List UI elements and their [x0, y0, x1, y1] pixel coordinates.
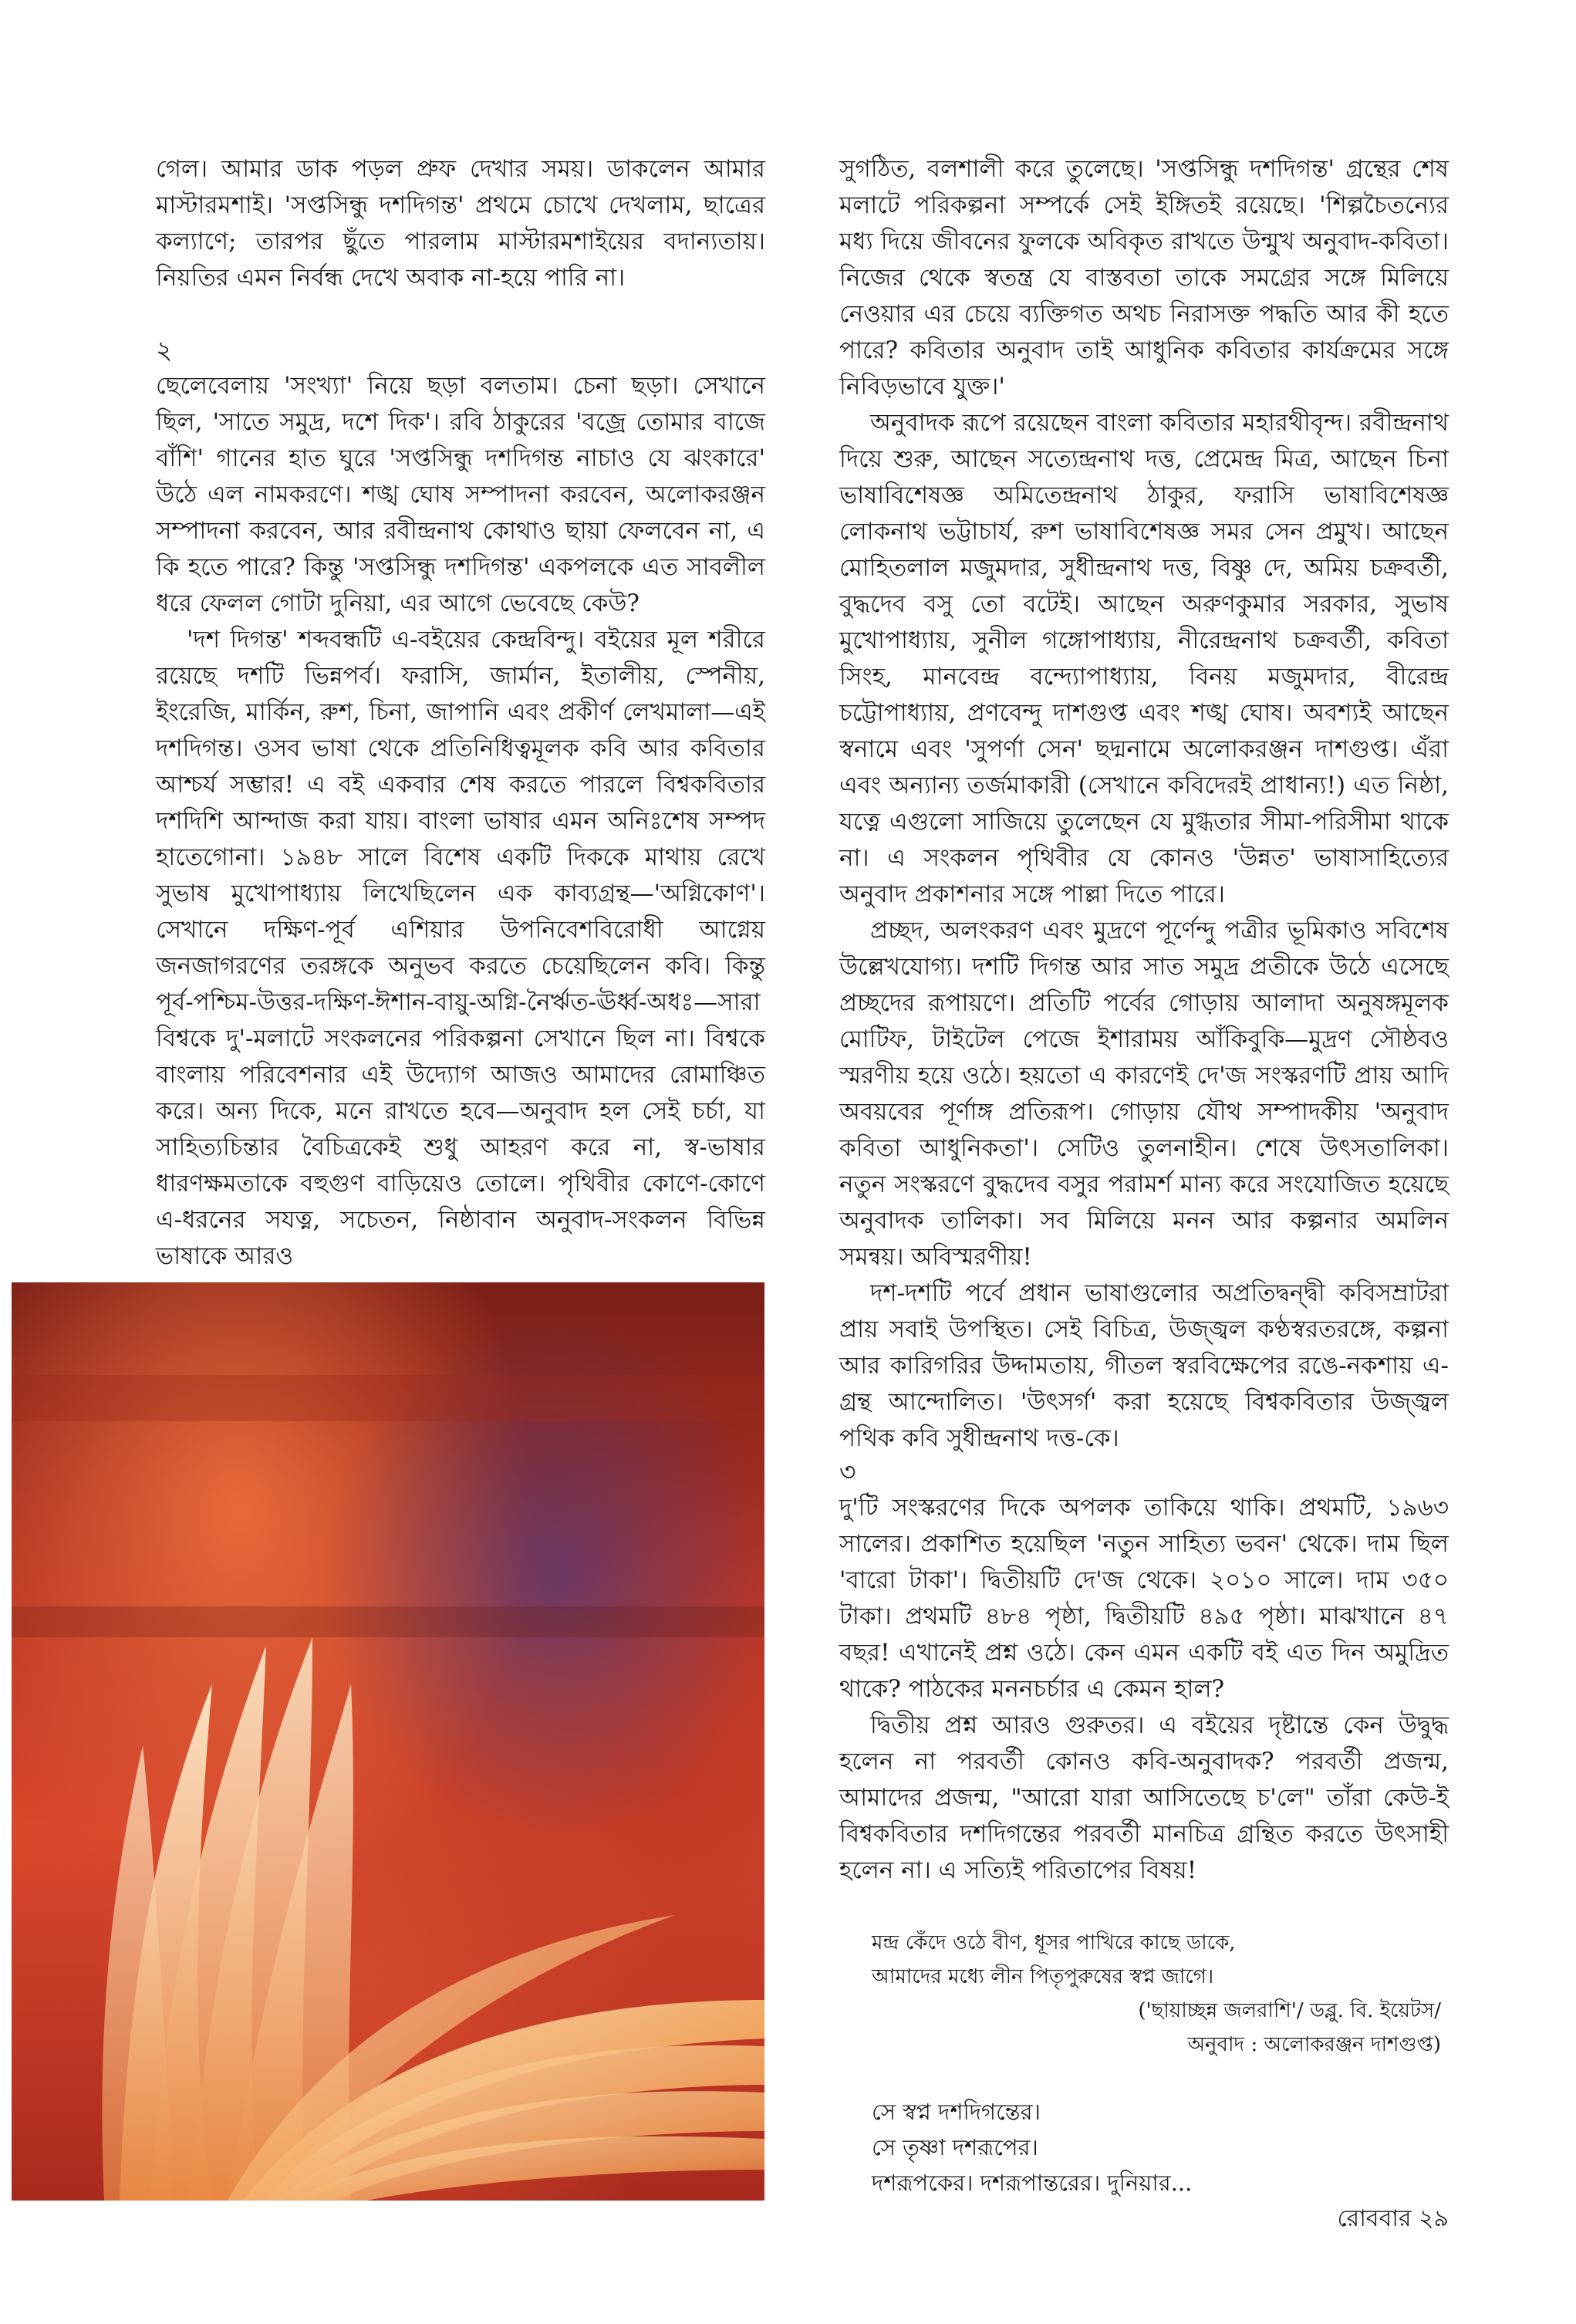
closing-line-2: সে তৃষ্ণা দশরূপের। [872, 2134, 1038, 2160]
right-paragraph-3: প্রচ্ছদ, অলংকরণ এবং মুদ্রণে পূর্ণেন্দু পত্রীর ভূমিকাও সবিশেষ উল্লেখযোগ্য। দশটি দিগন্ত আর সাত সমুদ্র প্রতীকে উঠে এসেছে প্রচ্ছদের রূপায়ণে। প্রতিটি পর্বের গোড়ায় আলাদা অনুষঙ্গমূলক মোটিফ, টাইটেল পেজে ইশারাময় আঁকিবুকি—মুদ্রণ সৌষ্ঠবও স্মরণীয় হয়ে ওঠে। হয়তো এ কারণেই দে'জ সংস্করণটি প্রায় আদি অবয়বের পূর্ণাঙ্গ প্রতিরূপ। গোড়ায় যৌথ সম্পাদকীয় 'অনুবাদ কবিতা আধুনিকতা'। সেটিও তুলনাহীন। শেষে উৎসতালিকা। নতুন সংস্করণে বুদ্ধদেব বসুর পরামর্শ মান্য করে সংযোজিত হয়েছে অনুবাদক তালিকা। সব মিলিয়ে মনন আর কল্পনার অমলিন সমন্বয়। অবিস্মরণীয়! [839, 917, 1449, 1271]
section-2-number: ২ [156, 335, 173, 365]
section-2-paragraph-1: ছেলেবেলায় 'সংখ্যা' নিয়ে ছড়া বলতাম। চেনা ছড়া। সেখানে ছিল, 'সাতে সমুদ্র, দশে দিক'। রবি ঠাকুরের 'বজ্রে তোমার বাজে বাঁশি' গানের হাত ঘুরে 'সপ্তসিন্ধু দশদিগন্ত নাচাও যে ঝংকারে' উঠে এল নামকরণে। শঙ্খ ঘোষ সম্পাদনা করবেন, অলোকরঞ্জন সম্পাদনা করবেন, আর রবীন্দ্রনাথ কোথাও ছায়া ফেলবেন না, এ কি হতে পারে? কিন্তু 'সপ্তসিন্ধু দশদিগন্ত' একপলকে এত সাবলীল ধরে ফেলল গোটা দুনিয়া, এর আগে ভেবেছে কেউ? [156, 372, 765, 617]
section-3-paragraph-2: দ্বিতীয় প্রশ্ন আরও গুরুতর। এ বইয়ের দৃষ্টান্তে কেন উদ্বুদ্ধ হলেন না পরবর্তী কোনও কবি-অনুবাদক? পরবর্তী প্রজন্ম, আমাদের প্রজন্ম, "আরো যারা আসিতেছে চ'লে" তাঁরা কেউ-ই বিশ্বকবিতার দশদিগন্তের পরবর্তী মানচিত্র গ্রন্থিত করতে উৎসাহী হলেন না। এ সত্যিই পরিতাপের বিষয়! [839, 1711, 1449, 1884]
poem-line-1: মন্দ্র কেঁদে ওঠে বীণ, ধূসর পাখিরে কাছে ডাকে, [872, 1931, 1236, 1954]
book-pages-illustration [12, 1282, 764, 2201]
section-3 [839, 1454, 1449, 2201]
section-3-paragraph-1: দু'টি সংস্করণের দিকে অপলক তাকিয়ে থাকি। প্রথমটি, ১৯৬৩ সালের। প্রকাশিত হয়েছিল 'নতুন সাহিত্য ভবন' থেকে। দাম ছিল 'বারো টাকা'। দ্বিতীয়টি দে'জ থেকে। ২০১০ সালে। দাম ৩৫০ টাকা। প্রথমটি ৪৮৪ পৃষ্ঠা, দ্বিতীয়টি ৪৯৫ পৃষ্ঠা। মাঝখানে ৪৭ বছর! এখানেই প্রশ্ন ওঠে। কেন এমন একটি বই এত দিন অমুদ্রিত থাকে? পাঠকের মননচর্চার এ কেমন হাল? [839, 1494, 1449, 1703]
left-intro-paragraph: গেল। আমার ডাক পড়ল প্রুফ দেখার সময়। ডাকলেন আমার মাস্টারমশাই। 'সপ্তসিন্ধু দশদিগন্ত' প্রথমে চোখে দেখলাম, ছাত্রের কল্যাণে; তারপর ছুঁতে পারলাম মাস্টারমশাইয়ের বদান্যতায়। নিয়তির এমন নির্বন্ধ দেখে অবাক না-হয়ে পারি না। [156, 155, 765, 292]
poem-attribution-1: ('ছায়াচ্ছন্ন জলরাশি'/ ডব্লু. বি. ইয়েটস/ [1138, 1999, 1441, 2022]
closing-line-3: দশরূপকের। দশরূপান্তরের। দুনিয়ার... [872, 2170, 1193, 2196]
right-paragraph-1: সুগঠিত, বলশালী করে তুলেছে। 'সপ্তসিন্ধু দশদিগন্ত' গ্রন্থের শেষ মলাটে পরিকল্পনা সম্পর্কে সেই ইঙ্গিতই রয়েছে। 'শিল্পচৈতন্যের মধ্য দিয়ে জীবনের ফুলকে অবিকৃত রাখতে উন্মুখ অনুবাদ-কবিতা। নিজের থেকে স্বতন্ত্র যে বাস্তবতা তাকে সমগ্রের সঙ্গে মিলিয়ে নেওয়ার এর চেয়ে ব্যক্তিগত অথচ নিরাসক্ত পদ্ধতি আর কী হতে পারে? কবিতার অনুবাদ তাই আধুনিক কবিতার কার্যক্রমের সঙ্গে নিবিড়ভাবে যুক্ত।' [839, 155, 1449, 400]
section-2-paragraph-2: 'দশ দিগন্ত' শব্দবন্ধটি এ-বইয়ের কেন্দ্রবিন্দু। বইয়ের মূল শরীরে রয়েছে দশটি ভিন্নপর্ব। ফরাসি, জার্মান, ইতালীয়, স্পেনীয়, ইংরেজি, মার্কিন, রুশ, চিনা, জাপানি এবং প্রকীর্ণ লেখমালা—এই দশদিগন্ত। ওসব ভাষা থেকে প্রতিনিধিত্বমূলক কবি আর কবিতার আশ্চর্য সম্ভার! এ বই একবার শেষ করতে পারলে বিশ্বকবিতার দশদিশি আন্দাজ করা যায়। বাংলা ভাষার এমন অনিঃশেষ সম্পদ হাতেগোনা। ১৯৪৮ সালে বিশেষ একটি দিককে মাথায় রেখে সুভাষ মুখোপাধ্যায় লিখেছিলেন এক কাব্যগ্রন্থ—'অগ্নিকোণ'। সেখানে দক্ষিণ-পূর্ব এশিয়ার উপনিবেশবিরোধী আগ্নেয় জনজাগরণের তরঙ্গকে অনুভব করতে চেয়েছিলেন কবি। কিন্তু পূর্ব-পশ্চিম-উত্তর-দক্ষিণ-ঈশান-বায়ু-অগ্নি-নৈর্ঋত-ঊর্ধ্ব-অধঃ—সারা বিশ্বকে দু'-মলাটে সংকলনের পরিকল্পনা সেখানে ছিল না। বিশ্বকে বাংলায় পরিবেশনার এই উদ্যোগ আজও আমাদের রোমাঞ্চিত করে। অন্য দিকে, মনে রাখতে হবে—অনুবাদ হল সেই চর্চা, যা সাহিত্যচিন্তার বৈচিত্রকেই শুধু আহরণ করে না, স্ব-ভাষার ধারণক্ষমতাকে বহুগুণ বাড়িয়েও তোলে। পৃথিবীর কোণে-কোণে এ-ধরনের সযত্ন, সচেতন, নিষ্ঠাবান অনুবাদ-সংকলন বিভিন্ন ভাষাকে আরও [156, 626, 765, 1270]
section-3-number: ৩ [839, 1457, 856, 1487]
left-column [156, 151, 765, 1275]
poem-attribution-2: অনুবাদ : অলোকরঞ্জন দাশগুপ্ত) [1187, 2033, 1441, 2056]
right-column [839, 151, 1449, 2196]
right-paragraph-4: দশ-দশটি পর্বে প্রধান ভাষাগুলোর অপ্রতিদ্বন্দ্বী কবিসম্রাটরা প্রায় সবাই উপস্থিত। সেই বিচিত্র, উজ্জ্বল কণ্ঠস্বরতরঙ্গে, কল্পনা আর কারিগরির উদ্দামতায়, গীতল স্বরবিক্ষেপের রঙে-নকশায় এ-গ্রন্থ আন্দোলিত। 'উৎসর্গ' করা হয়েছে বিশ্বকবিতার উজ্জ্বল পথিক কবি সুধীন্দ্রনাথ দত্ত-কে। [839, 1279, 1449, 1452]
open-book-photo [12, 1282, 764, 2201]
closing-lines [839, 2094, 1449, 2201]
closing-line-1: সে স্বপ্ন দশদিগন্তের। [872, 2099, 1041, 2125]
right-paragraph-2: অনুবাদক রূপে রয়েছেন বাংলা কবিতার মহারথীবৃন্দ। রবীন্দ্রনাথ দিয়ে শুরু, আছেন সত্যেন্দ্রনাথ দত্ত, প্রেমেন্দ্র মিত্র, আছেন চিনা ভাষাবিশেষজ্ঞ অমিতেন্দ্রনাথ ঠাকুর, ফরাসি ভাষাবিশেষজ্ঞ লোকনাথ ভট্টাচার্য, রুশ ভাষাবিশেষজ্ঞ সমর সেন প্রমুখ। আছেন মোহিতলাল মজুমদার, সুধীন্দ্রনাথ দত্ত, বিষ্ণু দে, অমিয় চক্রবর্তী, বুদ্ধদেব বসু তো বটেই। আছেন অরুণকুমার সরকার, সুভাষ মুখোপাধ্যায়, সুনীল গঙ্গোপাধ্যায়, নীরেন্দ্রনাথ চক্রবর্তী, কবিতা সিংহ, মানবেন্দ্র বন্দ্যোপাধ্যায়, বিনয় মজুমদার, বীরেন্দ্র চট্টোপাধ্যায়, প্রণবেন্দু দাশগুপ্ত এবং শঙ্খ ঘোষ। অবশ্যই আছেন স্বনামে এবং 'সুপর্ণা সেন' ছদ্মনামে অলোকরঞ্জন দাশগুপ্ত। এঁরা এবং অন্যান্য তর্জমাকারী (সেখানে কবিদেরই প্রাধান্য!) এত নিষ্ঠা, যত্নে এগুলো সাজিয়ে তুলেছেন যে মুগ্ধতার সীমা-পরিসীমা থাকে না। এ সংকলন পৃথিবীর যে কোনও 'উন্নত' ভাষাসাহিত্যের অনুবাদ প্রকাশনার সঙ্গে পাল্লা দিতে পারে। [839, 409, 1449, 908]
quoted-poem [839, 1926, 1449, 2062]
page-folio: রোববার ২৯ [1337, 2205, 1449, 2232]
poem-line-2: আমাদের মধ্যে লীন পিতৃপুরুষের স্বপ্ন জাগে। [872, 1965, 1214, 1988]
